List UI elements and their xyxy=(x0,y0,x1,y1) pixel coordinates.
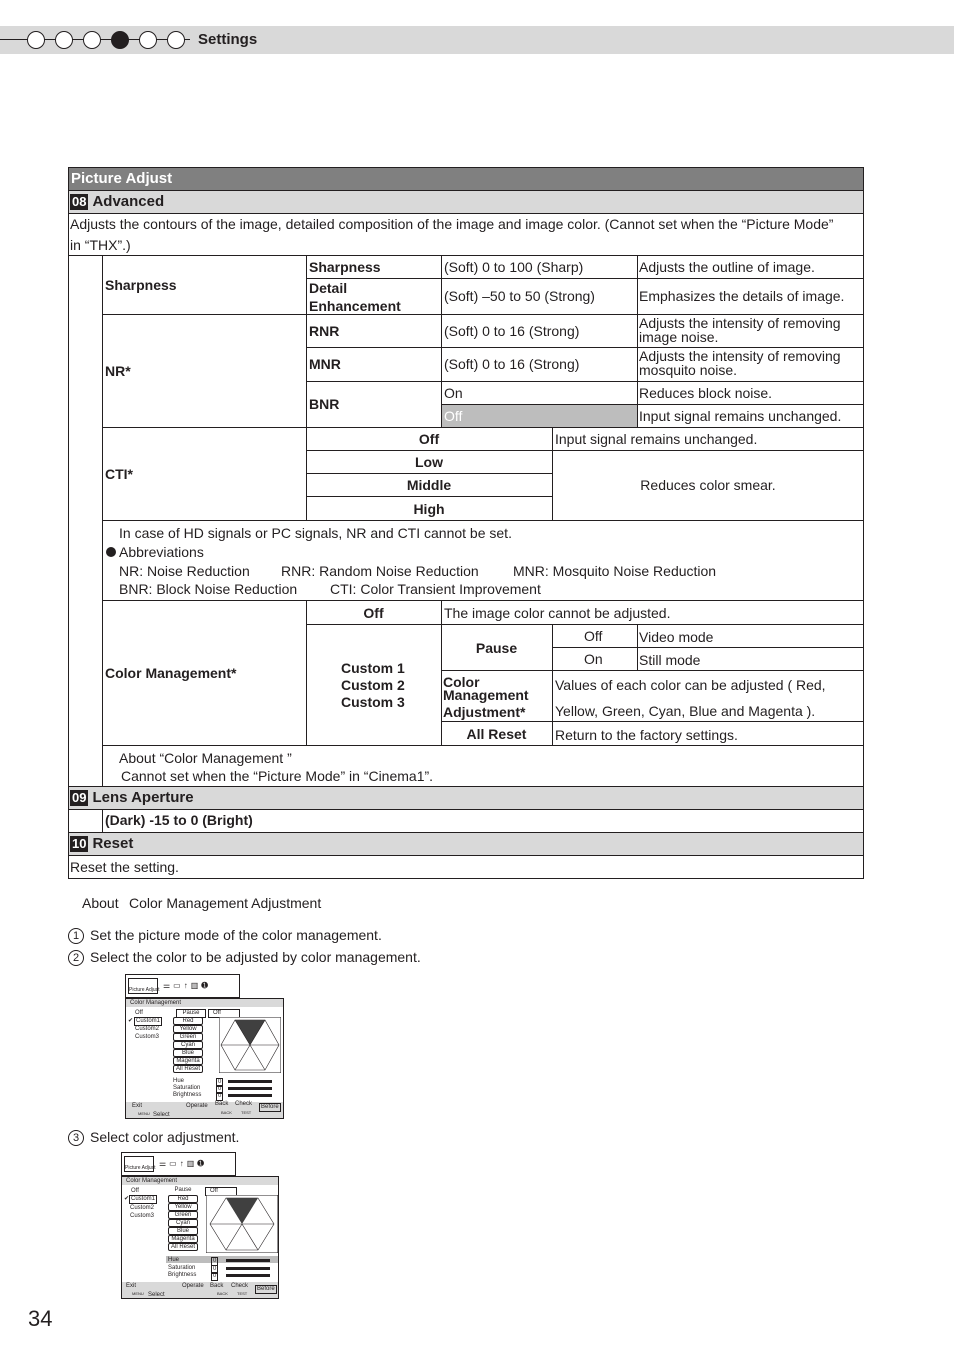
cma-label-1: Color xyxy=(443,674,480,690)
footer-menu-key-2: MENU xyxy=(132,1291,144,1296)
rnr-range: (Soft) 0 to 16 (Strong) xyxy=(444,323,580,339)
color-all-reset-2: All Reset xyxy=(168,1243,198,1251)
pause-value: Off xyxy=(208,1009,240,1018)
cma-label-2: Management xyxy=(443,687,529,703)
slider-hue-value: 0 xyxy=(218,1079,222,1085)
tab-bar-2 xyxy=(121,1152,236,1176)
detail-desc: Emphasizes the details of image. xyxy=(639,288,845,304)
picture-adjust-tab-2: Picture Adjust xyxy=(124,1156,154,1172)
about-cm-2: Cannot set when the “Picture Mode” in “Cinema1”. xyxy=(121,768,434,784)
slider-saturation-value-2: 0 xyxy=(213,1266,217,1272)
menu-panel xyxy=(125,998,284,1119)
reset-label: Reset xyxy=(92,835,134,852)
step-2-text: Select the color to be adjusted by color management. xyxy=(90,949,421,965)
slider-brightness-value-2: 0 xyxy=(213,1273,217,1279)
color-red-2: Red xyxy=(168,1195,198,1203)
cma-desc-1: Values of each color can be adjusted ( Red, xyxy=(555,677,826,693)
step-1-number: 1 xyxy=(68,928,84,944)
color-magenta: Magenta xyxy=(173,1057,203,1065)
slider-saturation-2: Saturation xyxy=(168,1265,196,1271)
cti-smear-desc: Reduces color smear. xyxy=(640,477,776,493)
bnr-on-desc: Reduces block noise. xyxy=(639,385,773,401)
cm-pause-on: On xyxy=(584,651,603,667)
table-title: Picture Adjust xyxy=(71,170,173,187)
rnr-desc-1: Adjusts the intensity of removing xyxy=(639,315,841,331)
step-2-number: 2 xyxy=(68,950,84,966)
bnr-off-desc: Input signal remains unchanged. xyxy=(639,408,842,424)
cti-off: Off xyxy=(418,431,440,447)
slider-hue-track xyxy=(228,1080,272,1083)
step-1-text: Set the picture mode of the color management. xyxy=(90,927,382,943)
header-title: Settings xyxy=(198,31,258,48)
footer-operate-2: Operate xyxy=(182,1283,204,1289)
sharpness-sub-label: Sharpness xyxy=(309,259,381,275)
pause-label-2: Pause xyxy=(174,1187,192,1193)
slider-hue-value-2: 0 xyxy=(213,1258,217,1264)
advanced-num: 08 xyxy=(72,194,87,209)
footer-back: Back xyxy=(215,1101,229,1107)
cti-low: Low xyxy=(415,454,443,470)
abbr-nr: NR: Noise Reduction xyxy=(119,563,250,579)
step-3-number: 3 xyxy=(68,1130,84,1146)
mode-off: Off xyxy=(135,1010,143,1016)
menu-screenshot-2 xyxy=(121,1152,281,1300)
lens-range: (Dark) -15 to 0 (Bright) xyxy=(105,812,253,828)
slider-brightness-2: Brightness xyxy=(168,1272,197,1278)
mode-custom2: Custom2 xyxy=(135,1026,160,1032)
cti-label: CTI* xyxy=(105,466,133,482)
note-line-2: Abbreviations xyxy=(119,544,204,560)
lens-label: Lens Aperture xyxy=(92,789,194,806)
about-cm-1: About “Color Management ” xyxy=(119,750,292,766)
reset-desc: Reset the setting. xyxy=(70,859,179,875)
mode-custom2-2: Custom2 xyxy=(130,1205,155,1211)
step-3-text: Select color adjustment. xyxy=(90,1129,240,1145)
advanced-desc-1: Adjusts the contours of the image, detailed composition of the image and image color. (Cannot set when the “Picture Mode” xyxy=(70,216,834,232)
slider-hue-2: Hue xyxy=(168,1257,180,1263)
mode-custom1-2: Custom1 xyxy=(131,1196,156,1202)
cti-high: High xyxy=(413,501,445,517)
about-title: Color Management Adjustment xyxy=(129,895,322,911)
mode-custom3: Custom3 xyxy=(135,1034,160,1040)
cm-label: Color Management* xyxy=(105,665,237,681)
slider-brightness-track-2 xyxy=(226,1274,270,1277)
pause-value-2: Off xyxy=(205,1187,237,1196)
abbr-cti: CTI: Color Transient Improvement xyxy=(330,581,541,597)
cm-all-reset: All Reset xyxy=(466,726,527,742)
rnr-desc-2: image noise. xyxy=(639,329,719,345)
mode-custom3-2: Custom3 xyxy=(130,1213,155,1219)
bnr-on: On xyxy=(444,385,463,401)
footer-check-2: Check xyxy=(231,1283,249,1289)
note-line-1: In case of HD signals or PC signals, NR and CTI cannot be set. xyxy=(119,525,512,541)
footer-back-key-2: BACK xyxy=(217,1291,228,1296)
tab-icons: ⚌▭↑▥➊ xyxy=(163,981,211,990)
detail-range: (Soft) –50 to 50 (Strong) xyxy=(444,288,595,304)
nr-label: NR* xyxy=(105,363,131,379)
cm-custom-1: Custom 1 xyxy=(341,660,405,676)
color-yellow-2: Yellow xyxy=(168,1203,198,1211)
bnr-label: BNR xyxy=(309,396,340,412)
sharpness-label: Sharpness xyxy=(105,277,177,293)
slider-saturation-track-2 xyxy=(226,1267,270,1270)
footer-before-button-2: Before xyxy=(257,1286,275,1292)
cm-custom-2: Custom 2 xyxy=(341,677,405,693)
cma-desc-2: Yellow, Green, Cyan, Blue and Magenta ). xyxy=(555,703,816,719)
color-hexagon-icon xyxy=(219,1017,281,1073)
slider-brightness-track xyxy=(228,1094,272,1097)
section-title: Color Management xyxy=(130,1000,182,1006)
cti-off-desc: Input signal remains unchanged. xyxy=(555,431,758,447)
footer-before-button: Before xyxy=(261,1104,279,1110)
lens-num: 09 xyxy=(72,790,87,805)
footer-exit-2: Exit xyxy=(126,1283,137,1289)
footer-select: Select xyxy=(153,1112,170,1118)
color-red: Red xyxy=(173,1017,203,1025)
footer-back-key: BACK xyxy=(221,1110,232,1115)
menu-panel-2 xyxy=(121,1176,279,1299)
abbr-rnr: RNR: Random Noise Reduction xyxy=(281,563,479,579)
color-cyan-2: Cyan xyxy=(168,1219,198,1227)
detail-label-2: Enhancement xyxy=(309,298,401,314)
footer-check-key-2: TEST xyxy=(237,1291,248,1296)
footer-back-2: Back xyxy=(210,1283,224,1289)
cm-pause: Pause xyxy=(475,640,518,656)
abbr-mnr: MNR: Mosquito Noise Reduction xyxy=(513,563,717,579)
abbr-bnr: BNR: Block Noise Reduction xyxy=(119,581,298,597)
sharpness-range: (Soft) 0 to 100 (Sharp) xyxy=(444,259,584,275)
slider-brightness-value: 0 xyxy=(218,1093,222,1099)
about-prefix: About xyxy=(82,895,119,911)
color-green: Green xyxy=(173,1033,203,1041)
mode-custom1: Custom1 xyxy=(136,1018,161,1024)
color-green-2: Green xyxy=(168,1211,198,1219)
section-title-2: Color Management xyxy=(126,1178,178,1184)
mode-off-2: Off xyxy=(131,1188,139,1194)
color-blue-2: Blue xyxy=(168,1227,198,1235)
menu-screenshot-1 xyxy=(125,974,285,1119)
mnr-desc-1: Adjusts the intensity of removing xyxy=(639,348,841,364)
cm-pause-on-desc: Still mode xyxy=(639,652,701,668)
slider-brightness: Brightness xyxy=(173,1092,202,1098)
cti-middle: Middle xyxy=(406,477,452,493)
color-all-reset: All Reset xyxy=(173,1065,203,1073)
footer-select-2: Select xyxy=(148,1292,165,1298)
tab-bar xyxy=(125,974,240,998)
bnr-off: Off xyxy=(444,408,463,424)
tab-icons-2: ⚌▭↑▥➊ xyxy=(159,1159,207,1168)
slider-saturation: Saturation xyxy=(173,1085,201,1091)
pause-label: Pause xyxy=(176,1009,206,1018)
page-number: 34 xyxy=(28,1306,53,1331)
reset-num: 10 xyxy=(72,836,87,851)
cma-label-3: Adjustment* xyxy=(443,704,526,720)
footer-check: Check xyxy=(235,1101,253,1107)
footer-menu-key: MENU xyxy=(138,1111,150,1116)
mnr-label: MNR xyxy=(309,356,341,372)
check-icon: ✔ xyxy=(128,1018,134,1024)
cm-pause-off: Off xyxy=(584,628,603,644)
slider-saturation-value: 0 xyxy=(218,1086,222,1092)
mnr-range: (Soft) 0 to 16 (Strong) xyxy=(444,356,580,372)
cm-pause-off-desc: Video mode xyxy=(639,629,714,645)
color-cyan: Cyan xyxy=(173,1041,203,1049)
footer-operate: Operate xyxy=(186,1103,208,1109)
sharpness-desc: Adjusts the outline of image. xyxy=(639,259,815,275)
check-icon-2: ✔ xyxy=(124,1196,130,1202)
rnr-label: RNR xyxy=(309,323,340,339)
slider-saturation-track xyxy=(228,1087,272,1090)
picture-adjust-tab: Picture Adjust xyxy=(128,978,158,994)
cm-all-reset-desc: Return to the factory settings. xyxy=(555,727,738,743)
color-blue: Blue xyxy=(173,1049,203,1057)
color-hexagon-icon-2 xyxy=(206,1195,278,1253)
slider-hue: Hue xyxy=(173,1078,185,1084)
cm-custom-3: Custom 3 xyxy=(341,694,405,710)
color-yellow: Yellow xyxy=(173,1025,203,1033)
advanced-label: Advanced xyxy=(92,193,165,210)
mnr-desc-2: mosquito noise. xyxy=(639,362,738,378)
bullet-icon xyxy=(106,547,116,557)
detail-label-1: Detail xyxy=(309,280,348,296)
advanced-desc-2: in “THX”.) xyxy=(70,237,131,253)
cm-off: Off xyxy=(363,605,384,621)
color-magenta-2: Magenta xyxy=(168,1235,198,1243)
footer-exit: Exit xyxy=(132,1103,143,1109)
cm-off-desc: The image color cannot be adjusted. xyxy=(444,605,671,621)
footer-check-key: TEST xyxy=(241,1110,252,1115)
slider-hue-track-2 xyxy=(226,1259,270,1262)
